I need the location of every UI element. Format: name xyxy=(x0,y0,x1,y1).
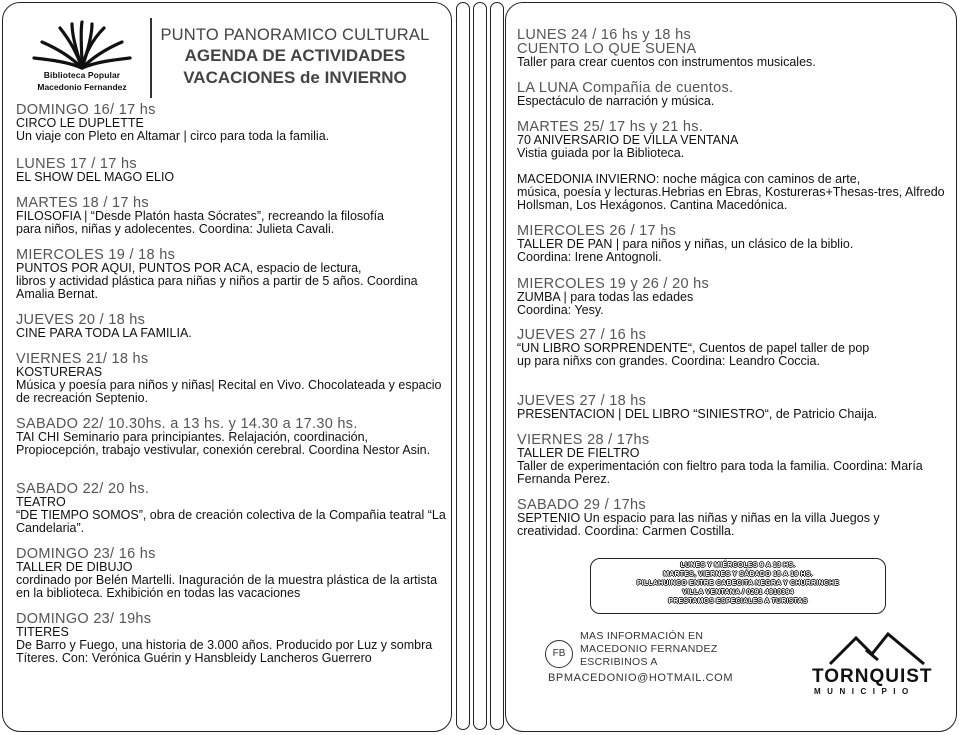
event-item xyxy=(517,81,947,108)
opening-hours-box xyxy=(590,558,886,614)
contact-info xyxy=(580,630,740,669)
event-date: LUNES 17 / 17 hs xyxy=(16,156,137,172)
event-title: PUNTOS POR AQUI, PUNTOS POR ACA, espacio de lectura, xyxy=(16,261,362,275)
event-description: cordinado por Belén Martelli. Inaguración de la muestra plástica de la artista en la biblioteca. Exhibición en todas las vacaciones xyxy=(16,573,438,600)
facebook-page-name[interactable]: MACEDONIO FERNANDEZ xyxy=(580,643,718,655)
event-title: CINE PARA TODA LA FAMILIA. xyxy=(16,326,192,340)
event-date: DOMINGO 16/ 17 hs xyxy=(16,102,156,118)
event-title: TAI CHI Seminario para principiantes. Relajación, coordinación, xyxy=(16,430,369,444)
binding-ring xyxy=(473,2,487,730)
event-date: JUEVES 27 / 16 hs xyxy=(517,327,647,343)
event-date: SABADO 22/ 10.30hs. a 13 hs. y 14.30 a 17.30 hs. xyxy=(16,416,358,432)
event-item xyxy=(517,120,947,160)
address-line: PILLAHUINCO ENTRE CABECITA NEGRA Y CHURRINCHE xyxy=(636,580,840,587)
event-title: PRESENTACION | DEL LIBRO “SINIESTRO“, de Patricio Chaija. xyxy=(517,407,878,421)
event-date: SABADO 22/ 20 hs. xyxy=(16,481,150,497)
header-divider xyxy=(150,18,152,98)
event-description: música, poesía y lecturas.Hebrias en Ebras, Kostureras+Thesas-tres, Alfredo Hollsman, Los Hexágonos. Cantina Macedónica. xyxy=(517,185,945,212)
event-item xyxy=(16,352,446,405)
event-title: TALLER DE PAN | para niños y niñas, un clásico de la biblio. xyxy=(517,237,854,251)
binding-ring xyxy=(456,2,470,730)
mountain-icon xyxy=(826,630,936,666)
event-title: SEPTENIO Un espacio para las niñas y niñas en la villa Juegos y xyxy=(517,511,880,525)
event-item xyxy=(16,313,446,340)
event-description: “DE TIEMPO SOMOS”, obra de creación colectiva de la Compañia teatral “La Candelaria”. xyxy=(16,508,446,535)
event-date: VIERNES 28 / 17hs xyxy=(517,432,650,448)
facebook-icon[interactable]: FB xyxy=(545,640,573,668)
event-title: MACEDONIA INVIERNO: noche mágica con caminos de arte, xyxy=(517,172,861,186)
event-item xyxy=(517,224,947,264)
event-date: MIERCOLES 19 y 26 / 20 hs xyxy=(517,276,710,292)
header-subtitle: PUNTO PANORAMICO CULTURAL xyxy=(160,26,430,44)
event-description: Vistia guiada por la Biblioteca. xyxy=(517,146,685,160)
library-name-line2: Macedonio Fernandez xyxy=(37,82,127,92)
event-description: Coordina: Irene Antognoli. xyxy=(517,250,662,264)
event-item xyxy=(16,103,446,143)
plant-logo-icon xyxy=(26,20,138,70)
event-item xyxy=(16,482,446,535)
event-item xyxy=(517,328,947,368)
event-date: SABADO 29 / 17hs xyxy=(517,497,646,513)
event-item xyxy=(517,277,947,317)
event-title: KOSTURERAS xyxy=(16,365,103,379)
event-date: LUNES 24 / 16 hs y 18 hs xyxy=(517,27,692,43)
event-item xyxy=(517,173,947,212)
event-description: Propiocepción, trabajo vestivular, conexión cerebral. Coordina Nestor Asin. xyxy=(16,443,431,457)
info-line: ESCRIBINOS A xyxy=(580,656,658,668)
event-title: “UN LIBRO SORPRENDENTE“, Cuentos de papel taller de pop xyxy=(517,341,870,355)
hours-line: LUNES Y MIÉRCOLES 9 A 13 HS. xyxy=(680,562,796,569)
event-item xyxy=(16,157,446,184)
event-description: Taller de experimentación con fieltro para toda la familia. Coordina: María Fernanda Perez. xyxy=(517,459,923,486)
event-item xyxy=(517,433,947,486)
event-description: Taller para crear cuentos con instrumentos musicales. xyxy=(517,55,816,69)
binding-ring xyxy=(490,2,504,730)
event-date: MIERCOLES 26 / 17 hs xyxy=(517,223,677,239)
event-description: Coordina: Yesy. xyxy=(517,303,604,317)
event-date: MARTES 25/ 17 hs y 21 hs. xyxy=(517,119,704,135)
event-title: 70 ANIVERSARIO DE VILLA VENTANA xyxy=(517,133,739,147)
event-item xyxy=(16,248,446,301)
event-date: MIERCOLES 19 / 18 hs xyxy=(16,247,176,263)
sponsor-subtitle: MUNICIPIO xyxy=(814,687,915,696)
sponsor-name: TORNQUIST xyxy=(812,666,933,687)
info-line: MAS INFORMACIÓN EN xyxy=(580,630,704,642)
event-item xyxy=(517,498,947,538)
tornquist-logo xyxy=(810,630,950,700)
event-description: para niños, niñas y adolecentes. Coordina: Julieta Cavali. xyxy=(16,222,335,236)
phone-line: VILLA VENTANA / 0291 4910394 xyxy=(682,589,794,596)
event-description: creatividad. Coordina: Carmen Costilla. xyxy=(517,524,735,538)
event-date: MARTES 18 / 17 hs xyxy=(16,195,149,211)
event-title: CIRCO LE DUPLETTE xyxy=(16,116,144,130)
event-title: ZUMBA | para todas las edades xyxy=(517,290,694,304)
event-description: up para niñxs con grandes. Coordina: Leandro Coccia. xyxy=(517,354,820,368)
event-item xyxy=(517,394,947,421)
loan-note: PRESTAMOS ESPECIALES A TURISTAS xyxy=(668,598,808,605)
header-title-2: VACACIONES de INVIERNO xyxy=(183,68,407,87)
email-link[interactable]: BPMACEDONIO@HOTMAIL.COM xyxy=(548,672,734,684)
event-item xyxy=(16,196,446,236)
event-description: Espectáculo de narración y música. xyxy=(517,94,715,108)
event-title: FILOSOFIA | “Desde Platón hasta Sócrates”, recreando la filosofía xyxy=(16,209,385,223)
event-title: TALLER DE FIELTRO xyxy=(517,446,640,460)
event-description: libros y actividad plástica para niñas y niños a partir de 5 años. Coordina Amalia Bernat. xyxy=(16,274,418,301)
event-description: De Barro y Fuego, una historia de 3.000 años. Producido por Luz y sombra Títeres. Con: Verónica Guérin y Hansbleidy Lancheros Guerrero xyxy=(16,638,433,665)
library-name-line1: Biblioteca Popular xyxy=(43,70,121,80)
event-title: TALLER DE DIBUJO xyxy=(16,560,133,574)
event-item xyxy=(517,28,947,69)
event-date: LA LUNA Compañia de cuentos. xyxy=(517,80,734,96)
event-date: JUEVES 27 / 18 hs xyxy=(517,393,647,409)
event-title: EL SHOW DEL MAGO ELIO xyxy=(16,170,175,184)
event-date: VIERNES 21/ 18 hs xyxy=(16,351,149,367)
event-title: TITERES xyxy=(16,625,69,639)
event-title: TEATRO xyxy=(16,495,66,509)
event-item xyxy=(16,547,446,600)
library-logo xyxy=(18,20,146,100)
header-title: AGENDA DE ACTIVIDADES xyxy=(184,46,406,65)
event-item xyxy=(16,612,446,665)
hours-line: MARTES, VIERNES Y SÁBADO 15 A 19 HS. xyxy=(663,571,813,578)
event-description: Música y poesía para niños y niñas| Recital en Vivo. Chocolateada y espacio de recreación Septenio. xyxy=(16,378,442,405)
event-title: CUENTO LO QUE SUENA xyxy=(517,41,697,57)
event-description: Un viaje con Pleto en Altamar | circo para toda la familia. xyxy=(16,129,330,143)
event-date: DOMINGO 23/ 19hs xyxy=(16,611,152,627)
event-date: DOMINGO 23/ 16 hs xyxy=(16,546,156,562)
event-date: JUEVES 20 / 18 hs xyxy=(16,312,146,328)
event-item xyxy=(16,417,446,457)
